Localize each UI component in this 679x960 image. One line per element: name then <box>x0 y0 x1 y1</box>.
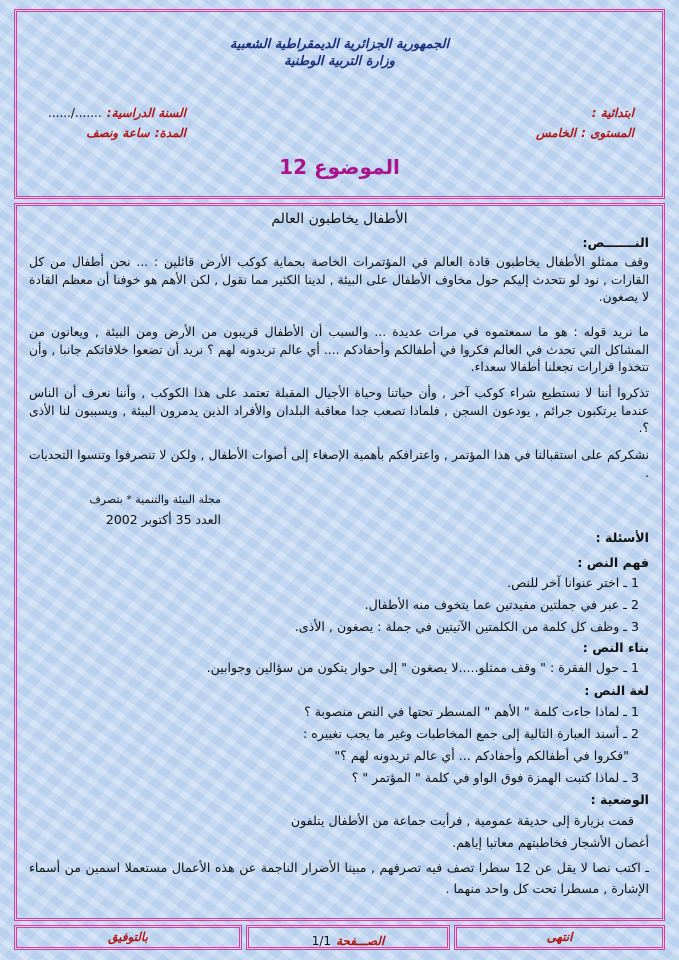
text-paragraph-3: تذكروا أننا لا نستطيع شراء كوكب آخر , وأن حياتنا وحياة الأجيال المقبلة تعتمد على هذا الكوكب , وأننا نعرف أن الناس عندما يرتكبون جرائم , يودعون السجن , فلماذا تصعب جدا معاقبة البلدان والأفراد الذين يدمرون البيئة , ويسببون لنا الأذى ؟. <box>29 386 649 436</box>
good-luck-text: بالتوفيق <box>108 930 148 944</box>
comprehension-q1: 1 ـ اختر عنوانا آخر للنص. <box>507 575 639 590</box>
construction-label: بناء النص : <box>582 640 649 655</box>
language-q3: 3 ـ لماذا كتبت الهمزة فوق الواو في كلمة " المؤتمر " ؟ <box>351 770 639 785</box>
comprehension-q2: 2 ـ عبر في جملتين مفيدتين عما يتخوف منه الأطفال. <box>364 597 639 612</box>
text-paragraph-1: وقف ممثلو الأطفال يخاطبون قادة العالم في المؤتمرات الخاصة بحماية كوكب الأرض قائلين : ... نحن أطفال من كل القارات , نود لو نتحدث إليكم حول مخاوف الأطفال على البيئة , لدينا الكثير مما نقول , لكن الأهم هو خوفنا أن معظم القادة لا يصغون. <box>29 255 649 305</box>
year-value: ......./...... <box>48 106 102 120</box>
text-paragraph-4: نشكركم على استقبالنا في هذا المؤتمر , واعترافكم بأهمية الإصغاء إلى أصوات الأطفال , ولكن لا تنصرفوا وتنسوا التحديات . <box>29 448 649 480</box>
comprehension-q3: 3 ـ وظف كل كلمة من الكلمتين الآتيتين في جملة : يصغون , الأذى. <box>294 619 639 634</box>
situation-line-1: قمت بزيارة إلى حديقة عمومية , فرأيت جماعة من الأطفال يتلفون <box>290 813 634 828</box>
duration-value: ساعة ونصف <box>86 126 150 140</box>
language-q2-phrase: "فكروا في أطفالكم وأحفادكم ... أي عالم تريدونه لهم ؟" <box>334 748 629 763</box>
situation-label: الوضعية : <box>590 792 649 807</box>
page-label: الصـــفحة <box>336 934 385 948</box>
level-field <box>536 122 634 141</box>
language-label: لغة النص : <box>584 683 649 698</box>
duration-label: المدة: <box>154 126 186 140</box>
level-value: الخامس <box>535 126 577 140</box>
end-text: انتهى <box>546 930 573 944</box>
questions-label: الأسئلة : <box>595 530 649 545</box>
source-line-1: مجلة البيئة والتنمية * بتصرف <box>89 493 221 506</box>
duration-field <box>86 122 186 141</box>
school-field <box>592 102 634 121</box>
republic-title: الجمهورية الجزائرية الديمقراطية الشعبية <box>229 37 450 52</box>
year-field <box>48 102 186 121</box>
school-label: ابتدائية : <box>591 106 634 120</box>
ministry-title: وزارة التربية الوطنية <box>284 54 395 69</box>
text-label: النـــــــص: <box>582 235 649 250</box>
source-line-2: العدد 35 أكتوبر 2002 <box>105 512 221 527</box>
page-number <box>246 930 450 949</box>
topic-title: الموضوع 12 <box>279 155 400 179</box>
page-value: 1/1 <box>311 934 331 948</box>
year-label: السنة الدراسية: <box>106 106 186 120</box>
text-title: الأطفال يخاطبون العالم <box>271 211 408 227</box>
comprehension-label: فهم النص : <box>577 555 649 570</box>
construction-q1: 1 ـ حول الفقرة : " وقف ممثلو.....لا يصغون " إلى حوار يتكون من سؤالين وجوابين. <box>206 660 639 675</box>
language-q1: 1 ـ لماذا جاءت كلمة " الأهم " المسطر تحتها في النص منصوبة ؟ <box>304 704 639 719</box>
language-q2: 2 ـ أسند العبارة التالية إلى جمع المخاطبات وغير ما يجب تغييره : <box>303 726 639 741</box>
level-label: المستوى : <box>581 126 634 140</box>
situation-line-2: أغصان الأشجار فخاطبتهم معاتبا إياهم. <box>452 835 649 850</box>
situation-task: ـ اكتب نصا لا يقل عن 12 سطرا تصف فيه تصرفهم , مبينا الأضرار الناجمة عن هذه الأعمال مستعملا اسمين من أسماء الإشارة , مسطرا تحت كل واحد منهما . <box>29 860 649 896</box>
text-paragraph-2: ما نريد قوله : هو ما سمعتموه في مرات عديدة ... والسبب أن الأطفال قريبون من الأرض ومن البيئة , ويعانون من المشاكل التي تحدث في العالم فكروا في أطفالكم وأحفادكم .... أي عالم تريدونه لهم ؟ نريد أن تضعوا خلافاتكم جانبا , وأن تتخذوا قرارات تجعلنا أطفالا سعداء. <box>29 325 649 375</box>
